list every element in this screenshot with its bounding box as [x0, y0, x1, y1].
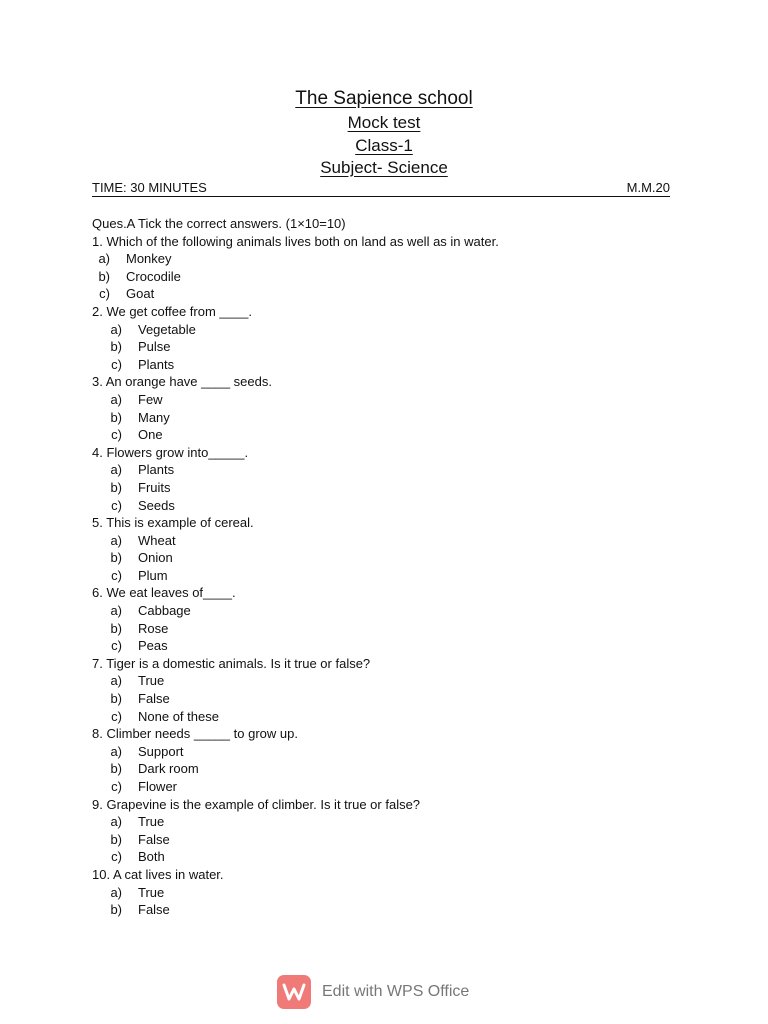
option-item[interactable] [92, 901, 692, 919]
question-item [92, 725, 692, 795]
option-text: Plants [138, 462, 175, 478]
option-item[interactable] [92, 250, 692, 268]
option-letter: c) [111, 497, 122, 513]
option-text: Both [138, 849, 165, 865]
wps-watermark-text: Edit with WPS Office [322, 983, 470, 1000]
option-item[interactable] [92, 549, 692, 567]
option-item[interactable] [92, 831, 692, 849]
option-item[interactable] [92, 884, 692, 902]
option-item[interactable] [92, 743, 692, 761]
option-letter: b) [98, 268, 110, 284]
option-letter: c) [111, 779, 122, 794]
option-letter: c) [111, 708, 122, 724]
question-text: 7. Tiger is a domestic animals. Is it true or false? [92, 655, 371, 671]
question-text: 8. Climber needs _____ to grow up. [92, 726, 298, 742]
option-item[interactable] [92, 321, 692, 339]
option-text: One [138, 427, 163, 443]
option-item[interactable] [92, 532, 692, 550]
option-letter: b) [110, 409, 122, 425]
option-letter: a) [110, 462, 122, 478]
option-text: False [138, 902, 170, 918]
question-text: 3. An orange have ____ seeds. [92, 374, 272, 390]
question-text: 2. We get coffee from ____. [92, 303, 252, 319]
option-letter: b) [110, 339, 122, 355]
option-letter: a) [110, 743, 122, 759]
option-item[interactable] [92, 813, 692, 831]
option-text: Wheat [138, 532, 176, 548]
option-text: Vegetable [138, 321, 196, 337]
option-item[interactable] [92, 848, 692, 866]
option-item[interactable] [92, 479, 692, 497]
option-letter: a) [110, 532, 122, 548]
question-item [92, 444, 692, 514]
option-letter: a) [110, 603, 122, 619]
option-text: Dark room [138, 761, 199, 777]
option-item[interactable] [92, 672, 692, 690]
document-header [0, 86, 768, 180]
option-text: False [138, 691, 170, 707]
option-item[interactable] [92, 409, 692, 427]
option-text: Flower [138, 779, 178, 794]
option-letter: b) [110, 691, 122, 707]
option-letter: a) [110, 391, 122, 407]
option-letter: c) [111, 356, 122, 372]
option-text: Fruits [138, 479, 171, 495]
option-letter: c) [111, 638, 122, 654]
question-text: 10. A cat lives in water. [92, 866, 224, 882]
option-letter: b) [110, 550, 122, 566]
question-item [92, 303, 692, 373]
meta-row [92, 180, 670, 197]
option-item[interactable] [92, 461, 692, 479]
option-text: Pulse [138, 339, 171, 355]
question-text: 9. Grapevine is the example of climber. Is it true or false? [92, 796, 421, 812]
option-letter: b) [110, 761, 122, 777]
option-letter: b) [110, 831, 122, 847]
option-text: Few [138, 391, 163, 407]
option-letter: c) [111, 849, 122, 865]
question-body [92, 215, 692, 919]
option-letter: b) [110, 620, 122, 636]
option-letter: b) [110, 479, 122, 495]
option-text: True [138, 814, 165, 830]
question-item [92, 373, 692, 443]
max-marks-label: M.M.20 [626, 180, 670, 195]
option-item[interactable] [92, 497, 692, 515]
time-label: TIME: 30 MINUTES [92, 180, 207, 195]
option-item[interactable] [92, 567, 692, 585]
option-letter: a) [110, 814, 122, 830]
instructions: Ques.A Tick the correct answers. (1×10=10) [92, 216, 346, 231]
option-item[interactable] [92, 637, 692, 655]
option-letter: b) [110, 902, 122, 918]
option-text: Plum [138, 567, 168, 583]
option-item[interactable] [92, 690, 692, 708]
option-text: Many [138, 409, 170, 425]
option-item[interactable] [92, 760, 692, 778]
option-item[interactable] [92, 338, 692, 356]
option-item[interactable] [92, 778, 692, 796]
wps-office-logo-icon [277, 975, 311, 1009]
class-label: Class-1 [355, 135, 413, 155]
option-item[interactable] [92, 285, 692, 303]
option-letter: a) [98, 251, 110, 267]
option-text: Support [138, 743, 184, 759]
option-text: Seeds [138, 497, 175, 513]
option-item[interactable] [92, 602, 692, 620]
option-letter: a) [110, 884, 122, 900]
option-text: Peas [138, 638, 168, 654]
option-text: Rose [138, 620, 169, 636]
question-text: 1. Which of the following animals lives both on land as well as in water. [92, 233, 499, 249]
wps-watermark[interactable] [277, 975, 469, 1009]
option-text: Goat [126, 286, 155, 302]
option-text: Plants [138, 356, 175, 372]
option-text: Monkey [126, 251, 172, 267]
question-item [92, 655, 692, 725]
option-text: None of these [138, 708, 219, 724]
option-text: Crocodile [126, 268, 181, 284]
question-item [92, 796, 692, 866]
school-name: The Sapience school [295, 88, 473, 109]
question-item [92, 866, 692, 919]
option-item[interactable] [92, 708, 692, 726]
question-text: 6. We eat leaves of____. [92, 585, 236, 601]
option-letter: c) [99, 286, 110, 302]
option-text: False [138, 831, 170, 847]
option-item[interactable] [92, 426, 692, 444]
question-item [92, 514, 692, 584]
question-item [92, 233, 692, 303]
option-text: Cabbage [138, 603, 191, 619]
test-title: Mock test [347, 113, 421, 132]
option-letter: c) [111, 427, 122, 443]
option-letter: c) [111, 567, 122, 583]
option-text: Onion [138, 550, 173, 566]
question-text: 5. This is example of cereal. [92, 515, 254, 531]
option-item[interactable] [92, 268, 692, 286]
question-item [92, 584, 692, 654]
question-text: 4. Flowers grow into_____. [92, 444, 249, 460]
option-item[interactable] [92, 391, 692, 409]
option-item[interactable] [92, 620, 692, 638]
subject-label: Subject- Science [320, 158, 448, 177]
option-letter: a) [110, 321, 122, 337]
option-text: True [138, 884, 165, 900]
option-item[interactable] [92, 356, 692, 374]
option-letter: a) [110, 673, 122, 689]
option-text: True [138, 673, 165, 689]
